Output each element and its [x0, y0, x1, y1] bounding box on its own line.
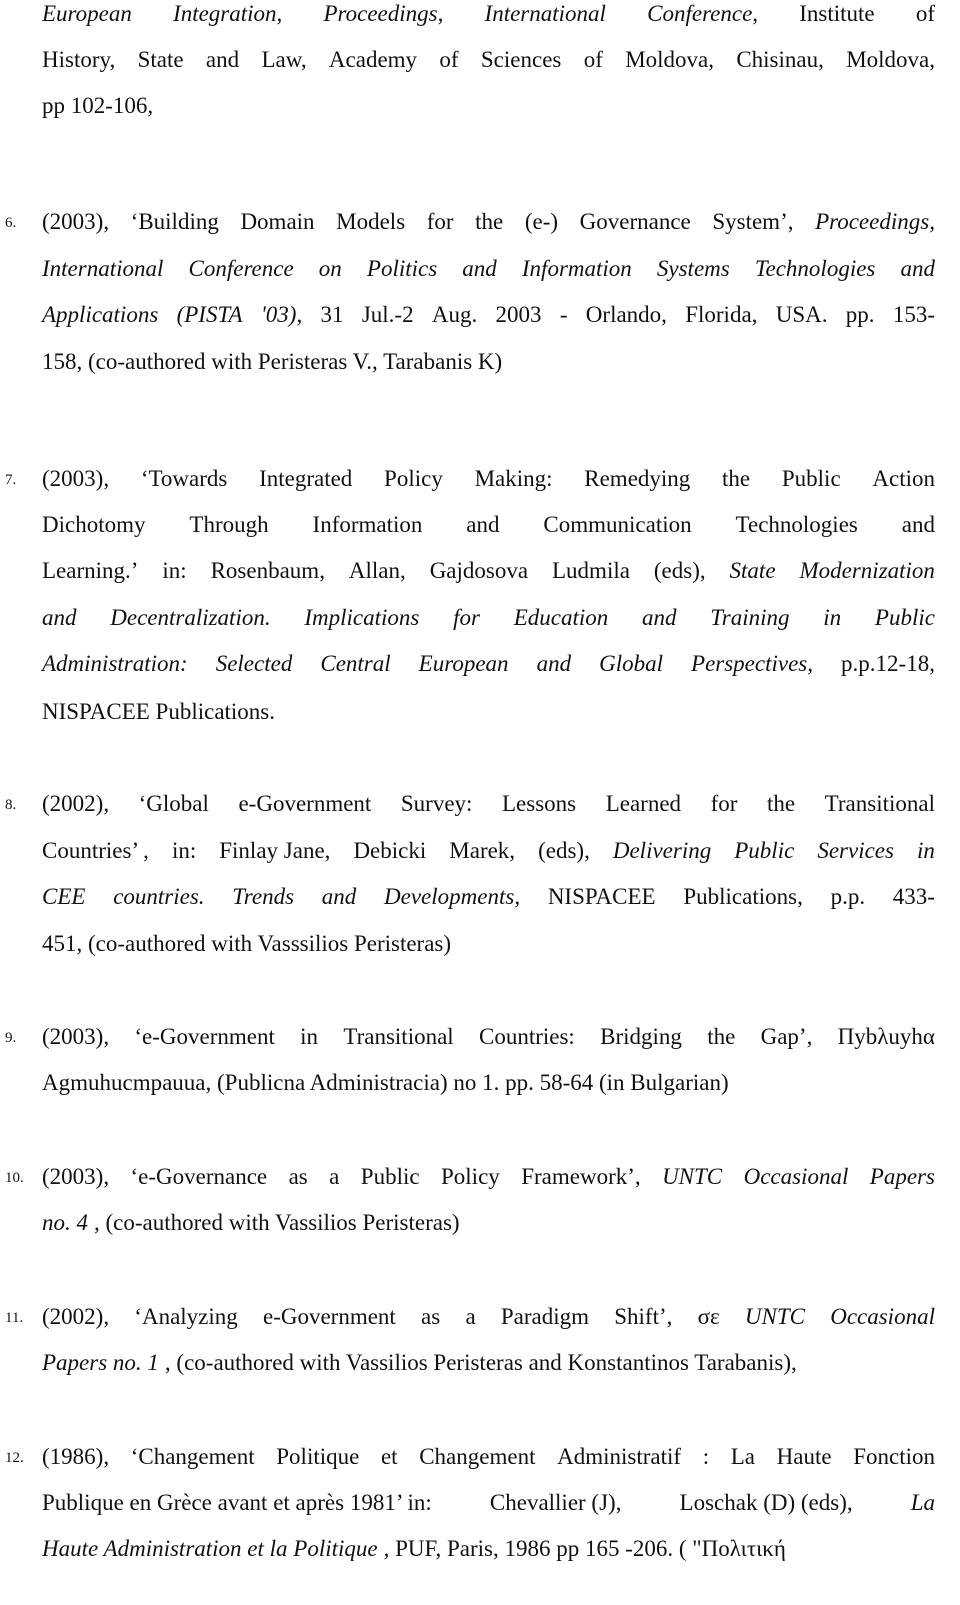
text: Agmuhucmpauua, (Publicna Administracia) no 1. pp. 58-64 (in Bulgarian) — [42, 1070, 729, 1095]
entry-number: 6. — [5, 215, 17, 231]
text: Finlay Jane, — [219, 838, 331, 863]
text: (2003), — [42, 209, 110, 234]
text: : — [702, 1444, 710, 1469]
italic-text: Perspectives, — [691, 651, 813, 676]
reference-line — [42, 1293, 935, 1340]
text: Framework’, — [521, 1164, 641, 1189]
italic-text: International — [484, 1, 606, 26]
italic-text: Technologies — [754, 256, 876, 281]
reference-line — [42, 1153, 935, 1200]
text: and — [466, 512, 500, 537]
text: e-Government — [238, 791, 372, 816]
text: ‘e-Governance — [130, 1164, 268, 1189]
entry-number: 9. — [5, 1030, 17, 1046]
text: Administratif — [557, 1444, 682, 1469]
text: and — [205, 47, 240, 72]
text: Making: — [474, 466, 553, 491]
italic-text: Proceedings, — [323, 1, 444, 26]
text: ‘e-Government — [134, 1024, 275, 1049]
reference-line — [42, 198, 935, 245]
text: Learned — [605, 791, 682, 816]
text: Chevallier (J), — [489, 1490, 622, 1515]
text: the — [766, 791, 796, 816]
italic-text: Integration, — [173, 1, 283, 26]
italic-text: and — [536, 651, 572, 676]
italic-text: Public — [874, 605, 935, 630]
text: the — [707, 1024, 736, 1049]
reference-line — [42, 245, 935, 292]
italic-text: Papers no. 1 — [42, 1350, 159, 1375]
italic-text: Administration: — [42, 651, 188, 676]
reference-line — [42, 501, 935, 548]
text: USA. — [775, 302, 828, 327]
text: Chisinau, — [736, 47, 824, 72]
reference-line — [42, 0, 935, 37]
italic-text: Haute Administration et la Politique — [42, 1536, 378, 1561]
italic-text: Conference, — [647, 1, 759, 26]
reference-line — [42, 455, 935, 502]
reference-line — [42, 1433, 935, 1480]
text: Пybλuyhα — [837, 1024, 935, 1049]
italic-text: Modernization — [799, 558, 935, 583]
italic-text: and — [321, 884, 357, 909]
text: Survey: — [400, 791, 473, 816]
reference-line — [42, 1479, 935, 1526]
text: in — [300, 1024, 319, 1049]
text: Shift’, — [614, 1304, 673, 1329]
text: NISPACEE Publications. — [42, 699, 276, 724]
italic-text: State — [729, 558, 776, 583]
italic-text: Politics — [366, 256, 438, 281]
italic-text: UNTC — [662, 1164, 723, 1189]
italic-text: Trends — [232, 884, 295, 909]
reference-line — [42, 1339, 935, 1386]
italic-text: Global — [599, 651, 663, 676]
entry-number: 7. — [5, 472, 17, 488]
italic-text: '03), — [260, 302, 303, 327]
text: for — [710, 791, 738, 816]
italic-text: Central — [320, 651, 391, 676]
text: Law, — [261, 47, 307, 72]
text: in: — [171, 838, 197, 863]
text: NISPACEE — [547, 884, 656, 909]
text: Florida, — [685, 302, 758, 327]
text: as — [288, 1164, 308, 1189]
reference-line — [42, 36, 935, 83]
text: (2002), — [42, 1304, 110, 1329]
text: 158, (co-authored with Peristeras V., Tarabanis K) — [42, 349, 503, 374]
text: - — [559, 302, 568, 327]
text: Publications, — [683, 884, 803, 909]
entry-number: 10. — [5, 1170, 24, 1186]
reference-line — [42, 1525, 935, 1572]
text: as — [421, 1304, 441, 1329]
italic-text: no. 4 — [42, 1210, 88, 1235]
italic-text: Information — [521, 256, 632, 281]
italic-text: Occasional — [743, 1164, 849, 1189]
text: Politique — [276, 1444, 360, 1469]
text: p.p.12-18, — [841, 651, 935, 676]
text: Bridging — [600, 1024, 682, 1049]
text: pp. — [845, 302, 875, 327]
text: Through — [189, 512, 269, 537]
italic-text: International — [42, 256, 164, 281]
text: System’, — [712, 209, 794, 234]
text: a — [329, 1164, 340, 1189]
text: Changement — [419, 1444, 536, 1469]
text: Countries: — [478, 1024, 575, 1049]
text: Ludmila — [552, 558, 630, 583]
italic-text: Occasional — [830, 1304, 935, 1329]
text: Transitional — [824, 791, 935, 816]
text: Rosenbaum, — [210, 558, 325, 583]
text: Moldova, — [846, 47, 935, 72]
text: Lessons — [502, 791, 577, 816]
italic-text: and — [641, 605, 677, 630]
reference-line — [42, 594, 935, 641]
text: ‘Towards — [140, 466, 228, 491]
italic-text: Delivering — [612, 838, 712, 863]
text: Aug. — [431, 302, 478, 327]
text: Loschak (D) (eds), — [679, 1490, 853, 1515]
reference-line — [42, 827, 935, 874]
text: ‘Changement — [130, 1444, 255, 1469]
reference-line — [42, 640, 935, 687]
text: Technologies — [735, 512, 858, 537]
text: Academy — [328, 47, 418, 72]
text: et — [380, 1444, 398, 1469]
text: 153- — [892, 302, 935, 327]
reference-line — [42, 547, 935, 594]
italic-text: Proceedings, — [815, 209, 935, 234]
text: Remedying — [584, 466, 691, 491]
text: Debicki — [353, 838, 427, 863]
text: ‘Analyzing — [134, 1304, 238, 1329]
text: Marek, — [449, 838, 516, 863]
text: Countries’ , — [42, 838, 149, 863]
text: ‘Global — [138, 791, 209, 816]
text: for — [426, 209, 454, 234]
text: Moldova, — [625, 47, 714, 72]
text: Institute — [799, 1, 875, 26]
text: Publique en Grèce avant et après 1981’ in: — [42, 1490, 432, 1515]
text: Information — [312, 512, 423, 537]
reference-line — [42, 291, 935, 338]
text: and — [901, 512, 935, 537]
text: Haute — [776, 1444, 832, 1469]
text: 31 — [320, 302, 344, 327]
text: e-Government — [262, 1304, 396, 1329]
text: (2002), — [42, 791, 110, 816]
entry-number: 12. — [5, 1450, 24, 1466]
italic-text: on — [318, 256, 342, 281]
italic-text: Conference — [188, 256, 294, 281]
entry-number: 8. — [5, 797, 17, 813]
text: σε — [697, 1304, 720, 1329]
text: a — [465, 1304, 476, 1329]
reference-line — [42, 82, 935, 129]
text: Integrated — [259, 466, 353, 491]
italic-text: Training — [710, 605, 790, 630]
text: pp 102-106, — [42, 93, 154, 118]
text: 433- — [892, 884, 935, 909]
text: Learning.’ — [42, 558, 139, 583]
italic-text: for — [453, 605, 480, 630]
italic-text: Services — [817, 838, 894, 863]
text: of — [439, 47, 459, 72]
text: (2003), — [42, 1024, 110, 1049]
text: Policy — [384, 466, 443, 491]
text: the — [475, 209, 504, 234]
reference-line — [42, 780, 935, 827]
text: Domain — [240, 209, 315, 234]
reference-line — [42, 1059, 935, 1106]
italic-text: (PISTA — [176, 302, 243, 327]
text: Sciences — [480, 47, 562, 72]
text: Jul.-2 — [361, 302, 414, 327]
italic-text: Selected — [215, 651, 293, 676]
text: Public — [781, 466, 841, 491]
reference-line — [42, 873, 935, 920]
italic-text: in — [917, 838, 935, 863]
text: (2003), — [42, 1164, 110, 1189]
text: Dichotomy — [42, 512, 146, 537]
text: Transitional — [343, 1024, 454, 1049]
italic-text: Developments, — [384, 884, 521, 909]
italic-text: Papers — [869, 1164, 935, 1189]
text: Fonction — [853, 1444, 935, 1469]
text: Paradigm — [500, 1304, 590, 1329]
reference-line — [42, 920, 935, 967]
text: Public — [360, 1164, 420, 1189]
reference-line — [42, 688, 935, 735]
reference-line — [42, 338, 935, 385]
text: (1986), — [42, 1444, 110, 1469]
text: 2003 — [495, 302, 542, 327]
text: History, — [42, 47, 116, 72]
italic-text: and — [900, 256, 935, 281]
text: Gajdosova — [429, 558, 529, 583]
italic-text: Implications — [304, 605, 420, 630]
text: p.p. — [830, 884, 866, 909]
text: in: — [162, 558, 187, 583]
italic-text: Decentralization. — [110, 605, 271, 630]
text: (eds), — [653, 558, 706, 583]
text: ‘Building — [130, 209, 219, 234]
text: , (co-authored with Vassilios Peristeras) — [94, 1210, 460, 1235]
text: , (co-authored with Vassilios Peristeras and Konstantinos Tarabanis), — [164, 1350, 797, 1375]
text: State — [137, 47, 184, 72]
italic-text: Education — [513, 605, 609, 630]
text: (eds), — [538, 838, 590, 863]
text: 451, (co-authored with Vasssilios Peristeras) — [42, 931, 452, 956]
text: Allan, — [348, 558, 406, 583]
text: Models — [336, 209, 406, 234]
italic-text: in — [823, 605, 842, 630]
text: Policy — [441, 1164, 500, 1189]
text: of — [583, 47, 603, 72]
text: of — [915, 1, 935, 26]
text: Governance — [579, 209, 691, 234]
italic-text: and — [462, 256, 497, 281]
reference-line — [42, 1013, 935, 1060]
italic-text: CEE — [42, 884, 86, 909]
italic-text: UNTC — [744, 1304, 805, 1329]
text: (2003), — [42, 466, 110, 491]
text: Communication — [543, 512, 692, 537]
italic-text: Public — [734, 838, 795, 863]
italic-text: European — [42, 1, 132, 26]
text: , PUF, Paris, 1986 pp 165 -206. ( "Πολιτική — [383, 1536, 786, 1561]
italic-text: Applications — [42, 302, 159, 327]
italic-text: European — [418, 651, 509, 676]
text: Gap’, — [760, 1024, 813, 1049]
reference-line — [42, 1199, 935, 1246]
text: Orlando, — [585, 302, 667, 327]
italic-text: Systems — [656, 256, 730, 281]
text: Action — [872, 466, 935, 491]
text: the — [722, 466, 751, 491]
text: (e-) — [524, 209, 559, 234]
text: La — [730, 1444, 755, 1469]
italic-text: La — [910, 1490, 935, 1515]
italic-text: and — [42, 605, 77, 630]
italic-text: countries. — [113, 884, 205, 909]
entry-number: 11. — [5, 1310, 24, 1326]
